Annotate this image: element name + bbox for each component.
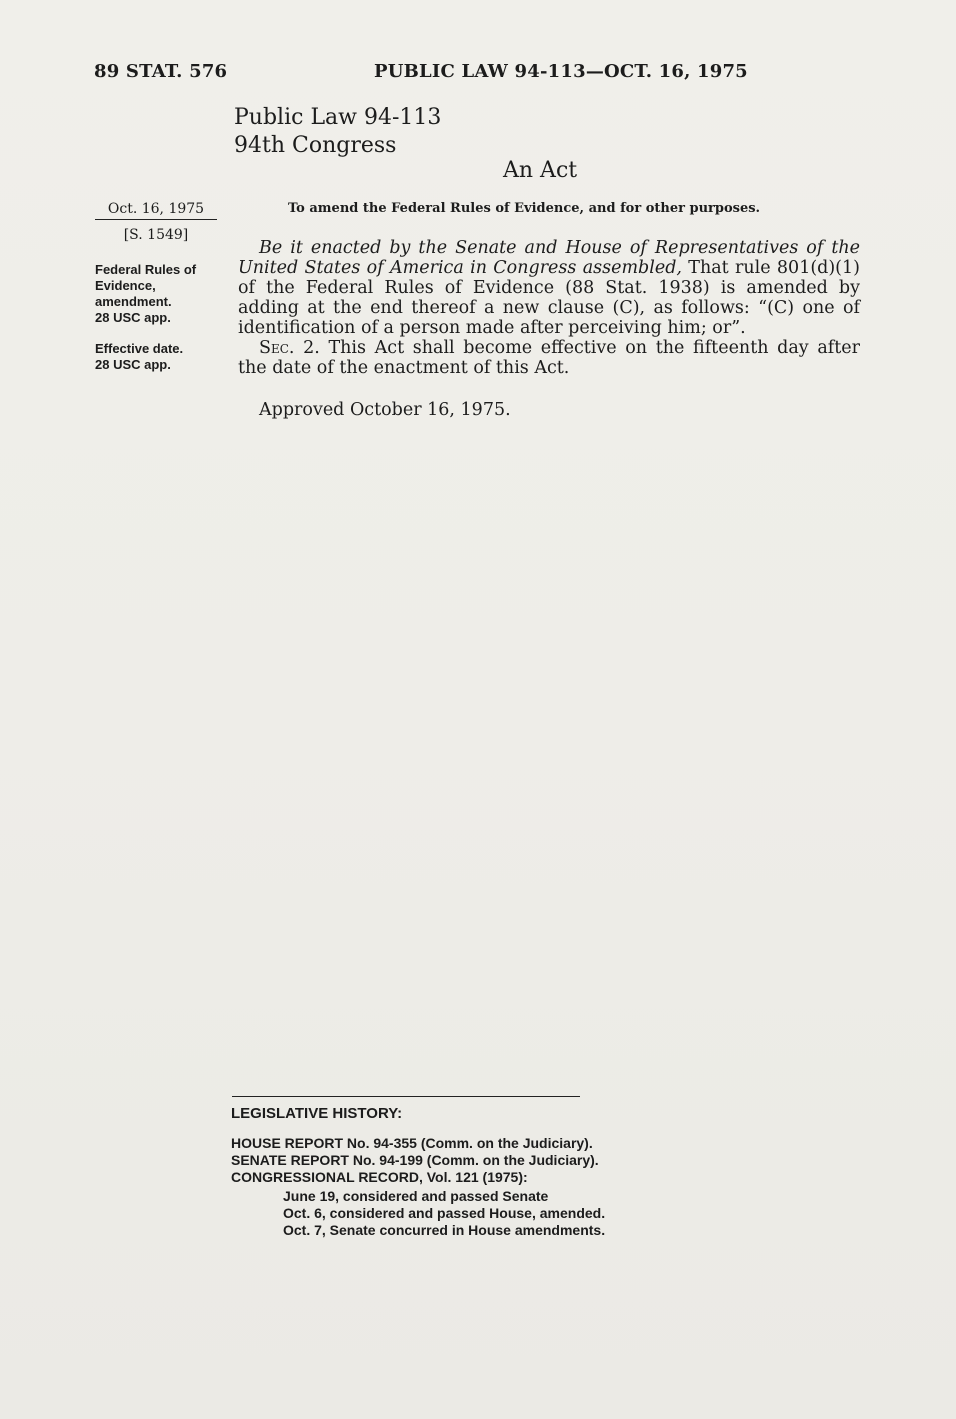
margin-note-line: Federal Rules of — [95, 262, 197, 277]
section-1-text: That rule 801(d)(1) of the Federal Rules of Evidence (88 Stat. 1938) is amended by adding at the end thereof a new clause (C), as follows: “(C) one of identification of a person made after perceiving him; or”. — [238, 258, 860, 338]
margin-note-line: amendment. — [95, 294, 172, 309]
running-title: PUBLIC LAW 94-113—OCT. 16, 1975 — [374, 61, 748, 82]
law-number: Public Law 94-113 — [234, 105, 442, 130]
section-2-text: This Act shall become effective on the fifteenth day after the date of the enactment of this Act. — [238, 338, 860, 378]
legislative-history-heading: LEGISLATIVE HISTORY: — [231, 1105, 403, 1122]
act-heading: An Act — [503, 158, 578, 183]
margin-bill-number: [S. 1549] — [123, 227, 189, 243]
margin-note-line: Evidence, — [95, 278, 156, 293]
congress-label: 94th Congress — [234, 133, 397, 158]
margin-date: Oct. 16, 1975 — [95, 201, 217, 220]
act-purpose: To amend the Federal Rules of Evidence, and for other purposes. — [288, 201, 761, 216]
section-1 — [238, 238, 860, 338]
record-entry: Oct. 6, considered and passed House, amended. — [283, 1205, 606, 1221]
law-title-block — [234, 104, 441, 160]
enacting-clause: Be it enacted by the Senate and House of Representatives of the United States of America in Congress assembled, — [238, 238, 860, 278]
record-entry: Oct. 7, Senate concurred in House amendments. — [283, 1222, 606, 1238]
record-entry: June 19, considered and passed Senate — [283, 1188, 549, 1204]
margin-note-line: 28 USC app. — [95, 357, 171, 372]
approval-date: Approved October 16, 1975. — [259, 400, 511, 420]
margin-note-line: 28 USC app. — [95, 310, 171, 325]
act-body — [238, 238, 860, 378]
senate-report: SENATE REPORT No. 94-199 (Comm. on the Judiciary). — [231, 1152, 599, 1168]
congressional-record: CONGRESSIONAL RECORD, Vol. 121 (1975): — [231, 1169, 528, 1185]
house-report: HOUSE REPORT No. 94-355 (Comm. on the Judiciary). — [231, 1135, 593, 1151]
stat-citation: 89 STAT. 576 — [94, 61, 228, 82]
margin-note-amendment — [95, 262, 225, 326]
section-2 — [238, 338, 860, 378]
section-2-label: Sec. 2. — [259, 338, 320, 358]
divider — [232, 1096, 580, 1097]
margin-note-line: Effective date. — [95, 341, 184, 356]
margin-note-effective-date — [95, 341, 225, 373]
